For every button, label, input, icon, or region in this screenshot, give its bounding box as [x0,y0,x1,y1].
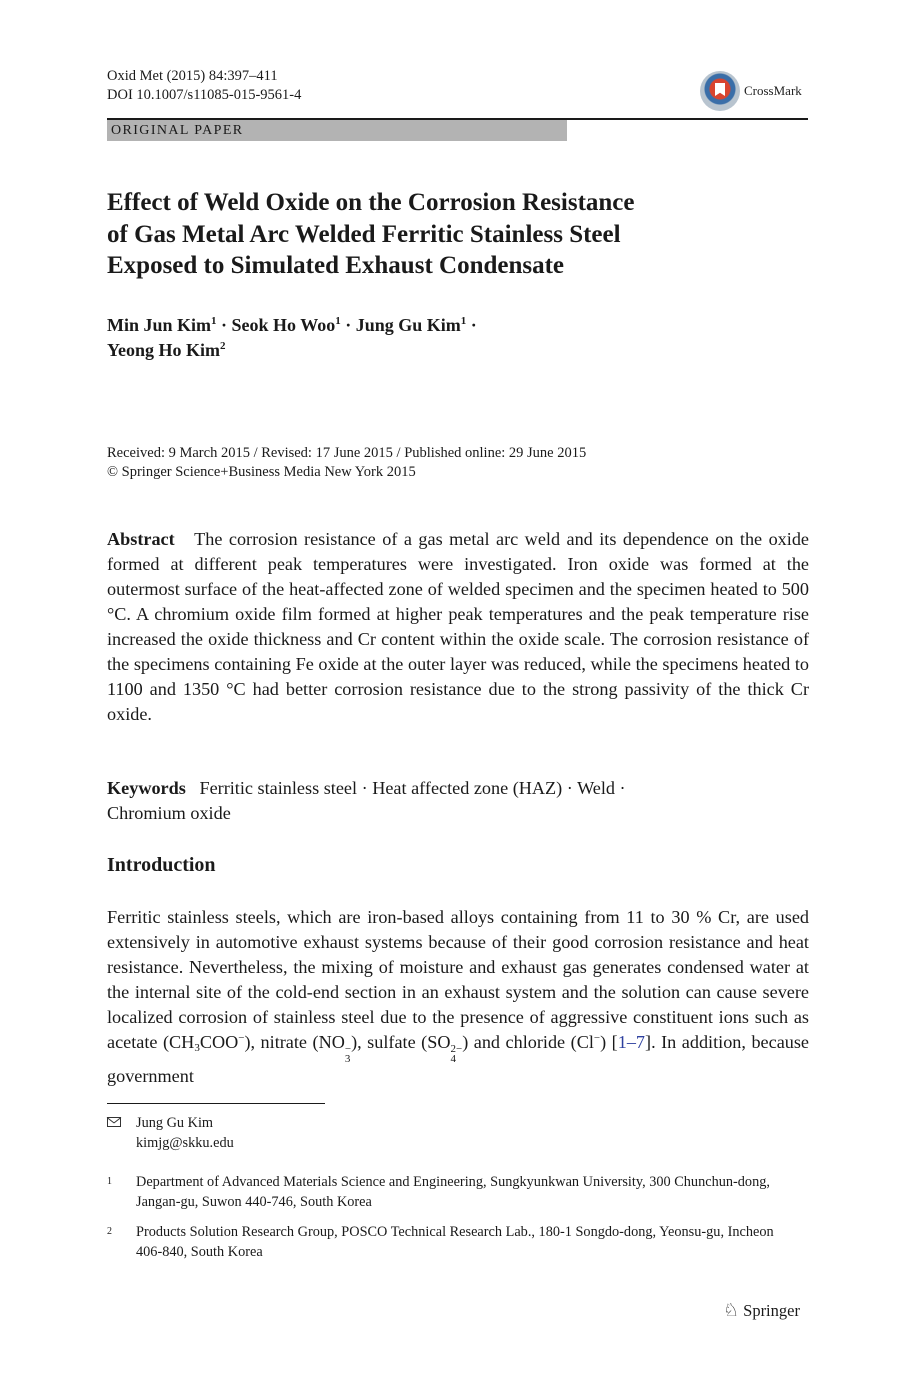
introduction-paragraph [107,905,809,1089]
title-line: of Gas Metal Arc Welded Ferritic Stainless Steel [107,220,621,248]
superscript: 2− [450,1043,463,1055]
abstract-label: Abstract [107,529,175,549]
keyword: Heat affected zone (HAZ) [372,778,563,798]
intro-text: ), nitrate (NO [244,1032,345,1052]
corresponding-author [107,1113,797,1153]
doi[interactable]: DOI 10.1007/s11085-015-9561-4 [107,87,302,103]
superscript: − [238,1032,245,1044]
reference-link[interactable]: 7 [635,1032,646,1052]
journal-citation [107,67,301,105]
keywords-label: Keywords [107,778,186,798]
abstract-text: The corrosion resistance of a gas metal arc weld and its dependence on the oxide formed at different peak temperatures were investigated. Iron oxide was formed at the outermost surface of the heat-affected zone of welded specimen and the specimen heated to 500 °C. A chromium oxide film formed at higher peak temperatures and the peak temperature rise increased the oxide thickness and Cr content within the oxide scale. The corrosion resistance of the specimens containing Fe oxide at the outer layer was reduced, while the specimens heated to 1100 and 1350 °C had better corrosion resistance due to the strong passivity of the thick Cr oxide. [107,529,809,724]
reference-dash: – [626,1032,636,1052]
copyright: © Springer Science+Business Media New York 2015 [107,464,416,480]
intro-text: ), sulfate (SO [351,1032,451,1052]
affiliation-mark: 1 [211,315,217,327]
affiliation-mark: 1 [335,315,341,327]
affiliation-1 [107,1172,797,1212]
affiliation-number: 1 [107,1176,112,1187]
section-heading: Introduction [107,854,216,876]
crossmark-badge[interactable] [700,71,802,111]
intro-text: Ferritic stainless steels, which are iron-based alloys containing from 11 to 30 % Cr, are used extensively in automotive exhaust systems because of their good corrosion resistance and heat resistance. Nevertheless, the mixing of moisture and exhaust gas generates condensed water at the internal site of the cold-end section in an exhaust system and the solution can cause severe localized corrosion of stainless steel due to the presence of aggressive constituent ions such as acetate (CH [107,907,809,1052]
footnote-rule [107,1103,325,1104]
keyword: Weld [577,778,615,798]
article-title [107,187,727,282]
affiliation-number: 2 [107,1226,112,1237]
author-name[interactable]: Jung Gu Kim [355,315,461,335]
intro-text: ]. In addition, because government [107,1032,810,1086]
crossmark-label: CrossMark [744,83,802,98]
reference-link[interactable]: 1 [617,1032,627,1052]
subscript: 3 [194,1042,200,1054]
subscript: 4 [450,1053,456,1065]
keywords: Keywords Ferritic stainless steel · Heat affected zone (HAZ) · Weld · Chromium oxide [107,778,626,823]
publisher-name: Springer [743,1300,800,1320]
publication-dates [107,444,807,482]
corresponding-name: Jung Gu Kim [136,1115,214,1131]
author-name[interactable]: Yeong Ho Kim [107,340,221,360]
affiliation-text: Department of Advanced Materials Science and Engineering, Sungkyunkwan University, 300 Chunchun-dong, Jangan-gu, Suwon 440-746, South Korea [136,1174,770,1210]
subscript: 3 [344,1053,351,1065]
publisher-logo [723,1300,800,1321]
history-dates: Received: 9 March 2015 / Revised: 17 June 2015 / Published online: 29 June 2015 [107,445,587,461]
affiliation-mark: 1 [460,315,467,327]
keyword: Ferritic stainless steel [199,778,358,798]
author-name[interactable]: Seok Ho Woo [231,315,336,335]
intro-text: ) and chloride (Cl [462,1032,594,1052]
corresponding-email[interactable]: kimjg@skku.edu [136,1135,234,1151]
title-line: Effect of Weld Oxide on the Corrosion Resistance [107,189,635,216]
affiliation-text: Products Solution Research Group, POSCO Technical Research Lab., 180-1 Songdo-dong, Yeonsu-gu, Incheon 406-840, South Korea [136,1224,774,1260]
journal-line: Oxid Met (2015) 84:397–411 [107,68,278,84]
affiliation-mark: 2 [220,340,226,352]
intro-text: ) [ [600,1032,618,1052]
abstract [107,527,809,727]
affiliation-2 [107,1222,797,1262]
charge-stack [450,1044,462,1064]
crossmark-icon [700,71,740,111]
section-banner: ORIGINAL PAPER [107,120,567,141]
springer-horse-icon: ♘ [723,1300,740,1320]
superscript: − [344,1043,352,1055]
title-line: Exposed to Simulated Exhaust Condensate [107,252,565,279]
superscript: − [593,1032,601,1044]
envelope-icon [107,1117,121,1127]
author-name[interactable]: Min Jun Kim [107,315,212,335]
intro-text: COO [199,1032,239,1052]
author-list: Min Jun Kim$^1$ · Seok Ho Woo$^1$ · Jung Gu Kim$^1$ · Yeong Ho Kim$^2$ [107,315,477,360]
keyword: Chromium oxide [107,803,231,823]
